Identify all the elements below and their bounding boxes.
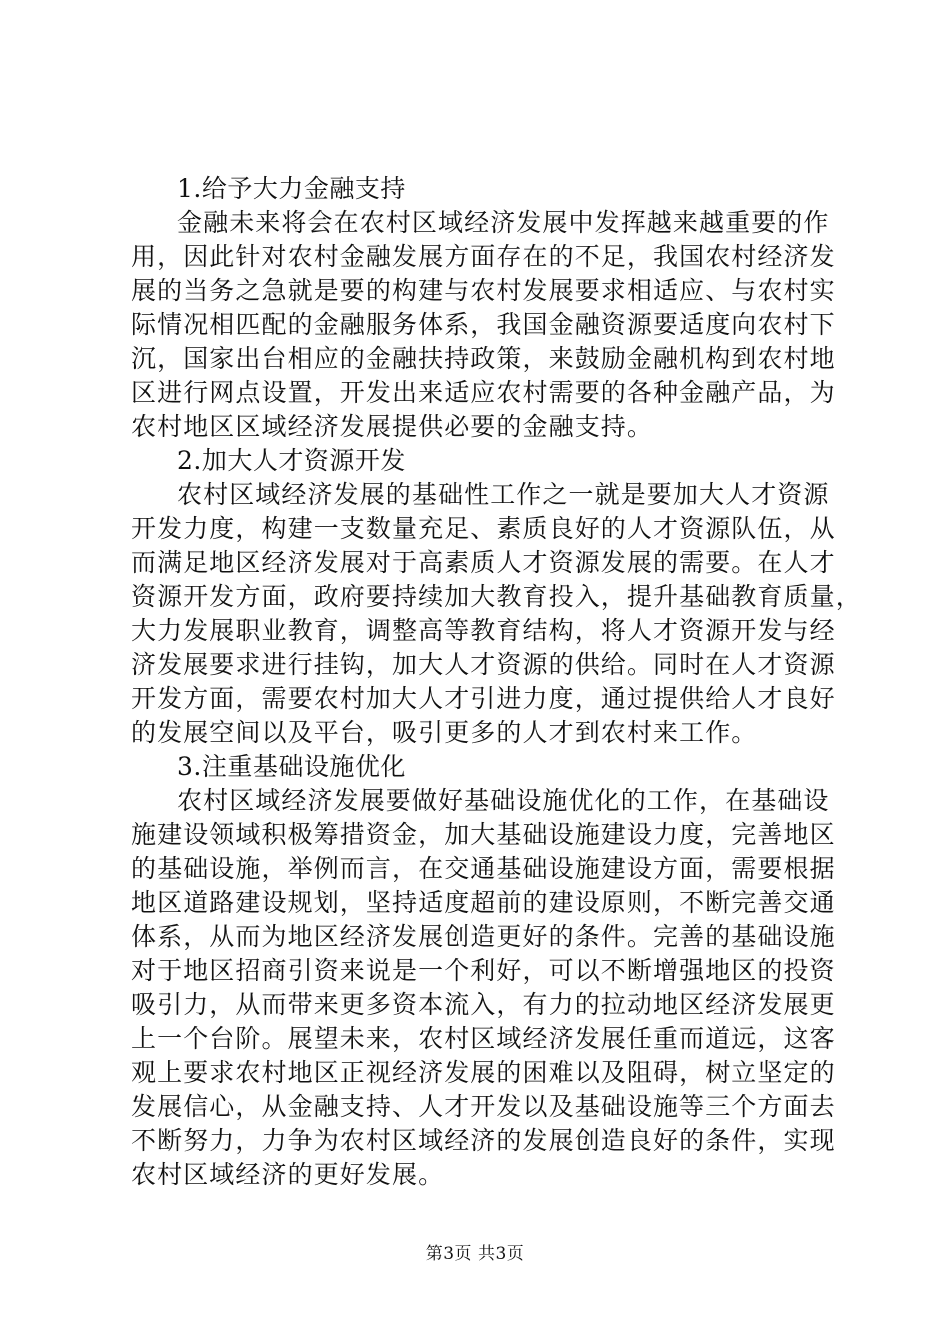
paragraph-line: 区进行网点设置，开发出来适应农村需要的各种金融产品，为 (131, 378, 836, 407)
paragraph-line: 对于地区招商引资来说是一个利好，可以不断增强地区的投资 (131, 956, 836, 985)
paragraph-line: 施建设领域积极筹措资金，加大基础设施建设力度，完善地区 (131, 820, 836, 849)
section-heading-3: 3.注重基础设施优化 (177, 752, 406, 781)
paragraph-line: 沉，国家出台相应的金融扶持政策，来鼓励金融机构到农村地 (131, 344, 836, 373)
paragraph-line: 资源开发方面，政府要持续加大教育投入，提升基础教育质量， (131, 582, 862, 611)
page-footer: 第3页 共3页 (425, 1244, 525, 1264)
paragraph-line: 大力发展职业教育，调整高等教育结构，将人才资源开发与经 (131, 616, 836, 645)
document-body (131, 172, 862, 1192)
paragraph-line: 农村区域经济的更好发展。 (131, 1160, 445, 1189)
paragraph-line: 农村地区区域经济发展提供必要的金融支持。 (131, 412, 654, 441)
paragraph-line: 的基础设施，举例而言，在交通基础设施建设方面，需要根据 (131, 854, 836, 883)
paragraph-line: 济发展要求进行挂钩，加大人才资源的供给。同时在人才资源 (131, 650, 836, 679)
paragraph-line: 农村区域经济发展的基础性工作之一就是要加大人才资源 (177, 480, 830, 509)
paragraph-line: 而满足地区经济发展对于高素质人才资源发展的需要。在人才 (131, 548, 836, 577)
section-heading-2: 2.加大人才资源开发 (177, 446, 406, 475)
paragraph-line: 际情况相匹配的金融服务体系，我国金融资源要适度向农村下 (131, 310, 836, 339)
paragraph-line: 金融未来将会在农村区域经济发展中发挥越来越重要的作 (177, 208, 830, 237)
paragraph-line: 展的当务之急就是要的构建与农村发展要求相适应、与农村实 (131, 276, 836, 305)
paragraph-line: 吸引力，从而带来更多资本流入，有力的拉动地区经济发展更 (131, 990, 836, 1019)
paragraph-line: 开发力度，构建一支数量充足、素质良好的人才资源队伍，从 (131, 514, 836, 543)
paragraph-line: 用，因此针对农村金融发展方面存在的不足，我国农村经济发 (131, 242, 836, 271)
paragraph-line: 上一个台阶。展望未来，农村区域经济发展任重而道远，这客 (131, 1024, 836, 1053)
paragraph-line: 地区道路建设规划，坚持适度超前的建设原则，不断完善交通 (131, 888, 836, 917)
paragraph-line: 体系，从而为地区经济发展创造更好的条件。完善的基础设施 (131, 922, 836, 951)
paragraph-line: 观上要求农村地区正视经济发展的困难以及阻碍，树立坚定的 (131, 1058, 836, 1087)
paragraph-line: 发展信心，从金融支持、人才开发以及基础设施等三个方面去 (131, 1092, 836, 1121)
paragraph-line: 的发展空间以及平台，吸引更多的人才到农村来工作。 (131, 718, 758, 747)
section-heading-1: 1.给予大力金融支持 (177, 174, 406, 203)
paragraph-line: 开发方面，需要农村加大人才引进力度，通过提供给人才良好 (131, 684, 836, 713)
paragraph-line: 农村区域经济发展要做好基础设施优化的工作，在基础设 (177, 786, 830, 815)
paragraph-line: 不断努力，力争为农村区域经济的发展创造良好的条件，实现 (131, 1126, 836, 1155)
